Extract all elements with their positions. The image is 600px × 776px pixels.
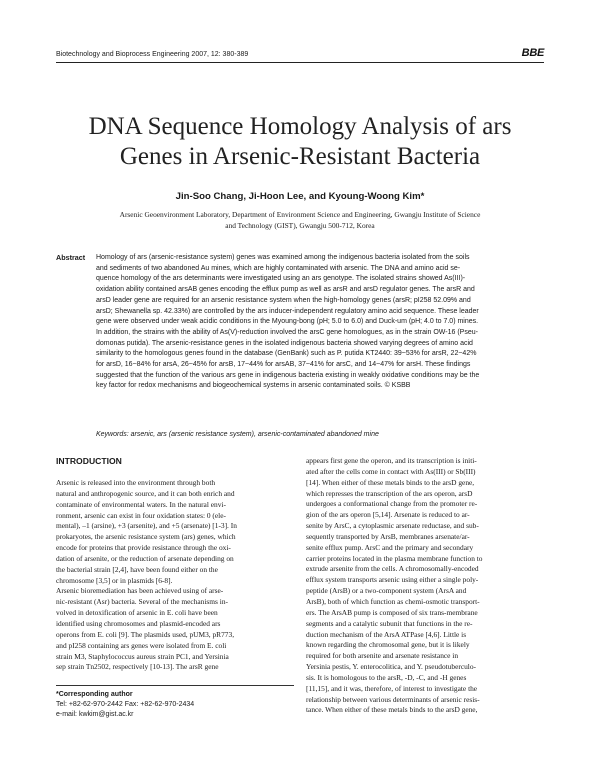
body-line: identified using chromosomes and plasmid-encoded ars <box>56 618 221 628</box>
body-line: Arsenic bioremediation has been achieved using of arse- <box>56 586 224 596</box>
body-line: mental), –1 (arsine), +3 (arsenite), and +5 (arsenate) [1-3]. In <box>56 521 237 531</box>
body-line: the bacterial strain [2,4], have been found either on the <box>56 564 218 574</box>
body-line: [14]. When either of these metals binds to the arsD gene, <box>306 477 475 487</box>
abstract-line: suggested that the function of the various ars gene in indigenous bacteria existing in weakly oxidative conditions may be the <box>96 371 480 379</box>
body-line: chromosome [3,5] or in plasmids [6-8]. <box>56 575 173 585</box>
body-line: encode for proteins that provide resistance through the oxi- <box>56 543 231 553</box>
abstract-line: domonas putida). The arsenic-resistance genes in the isolated indigenous bacteria showed varying degrees of amino acid <box>96 339 473 347</box>
abstract-line: gene were observed under weak acidic conditions in the Myoung-bong (pH; 5.0 to 6.0) and Duck-um (pH; 4.0 to 7.0) mines. <box>96 318 479 326</box>
body-line: nic-resistant (Asr) bacteria. Several of the mechanisms in- <box>56 597 228 607</box>
abstract-line: arsD; Shewanella sp. 42.33%) are controlled by the ars inducer-independent regulatory amino acid sequence. These leader <box>96 307 479 315</box>
abstract-line: similarity to the homologous genes found in the database (GenBank) such as P. putida KT2440: 39~53% for arsR, 22~42% <box>96 350 477 358</box>
abstract-line: Homology of ars (arsenic-resistance system) genes was examined among the indigenous bacteria isolated from the soils <box>96 254 470 261</box>
body-line: ers. The ArsAB pump is composed of six trans-membrane <box>306 607 478 617</box>
body-line: segments and a catalytic subunit that functions in the re- <box>306 618 473 628</box>
body-line: known regarding the chromosomal gene, but it is likely <box>306 640 470 650</box>
abstract-line: oxidation ability contained arsAB genes encoding the efflux pump as well as arsR and arsD regulator genes. The arsR and <box>96 286 475 294</box>
body-line: carrier proteins located in the plasma membrane function to <box>306 553 483 563</box>
body-line: extrude arsenite from the cells. A chromosomally-encoded <box>306 564 479 574</box>
corresponding-email[interactable]: e-mail: kwkim@gist.ac.kr <box>56 711 134 718</box>
footnote-rule <box>56 685 294 686</box>
body-line: natural and anthropogenic source, and it can both enrich and <box>56 488 235 498</box>
abstract-line: key factor for redox mechanisms and biogeochemical systems in arsenic contaminated soils. © KSBB <box>96 382 411 390</box>
affiliation-line-1: Arsenic Geoenvironment Laboratory, Department of Environment Science and Engineering, Gwangju Institute of Science <box>119 210 481 219</box>
body-line: undergoes a conformational change from the promoter re- <box>306 499 478 509</box>
abstract-line: for arsD, 16~84% for arsA, 26~45% for arsB, 17~44% for arsAB, 37~41% for arsC, and 14~47% for arsH. These findings <box>96 361 471 369</box>
body-line: peptide (ArsB) or a two-component system (ArsA and <box>306 586 467 596</box>
body-line: operons from E. coli [9]. The plasmids used, pUM3, pR773, <box>56 629 235 639</box>
corresponding-author <box>56 690 194 720</box>
body-line: sep strain Tn2502, respectively [10-13]. The arsR gene <box>56 662 219 672</box>
abstract-line: quence homology of the ars determinants were investigated using an ars genotype. The isolated strains showed As(III)- <box>96 275 466 283</box>
body-line: tance. When either of these metals binds to the arsD gene, <box>306 705 478 715</box>
body-line: [11,15], and it was, therefore, of interest to investigate the <box>306 683 478 693</box>
body-line: ArsB), both of which function as chemi-osmotic transport- <box>306 596 480 606</box>
section-heading-introduction: INTRODUCTION <box>56 456 122 466</box>
body-line: strain M3, Staphylococcus aureus strain PC1, and Yersinia <box>56 651 229 661</box>
body-line: ated after the cells come in contact with As(III) or Sb(III) <box>306 466 476 476</box>
abstract-line: arsD leader gene are required for an arsenic resistance system when the high-homology genes (arsR; pI258 52.09% and <box>96 296 471 304</box>
title-line-2: Genes in Arsenic-Resistant Bacteria <box>119 143 481 170</box>
body-line: relationship between various determinants of arsenic resis- <box>306 694 480 704</box>
body-line: ronment, arsenic can exist in four oxidation states: 0 (ele- <box>56 510 226 520</box>
header-rule <box>56 62 544 63</box>
affiliation-line-2: and Technology (GIST), Gwangju 500-712, Korea <box>225 221 375 230</box>
body-line: and pI258 containing ars genes were isolated from E. coli <box>56 640 227 650</box>
abstract-label: Abstract <box>56 253 86 262</box>
body-line: senite by ArsC, a cytoplasmic arsenate reductase, and sub- <box>306 521 479 531</box>
body-line: appears first gene the operon, and its transcription is initi- <box>306 456 477 465</box>
body-line: volved in detoxification of arsenic in E. coli have been <box>56 608 218 618</box>
paper-title <box>56 112 544 172</box>
abstract-line: In addition, the strains with the ability of As(V)-reduction involved the arsC gene homologues, as in the strain OW-16 (Pseu- <box>96 328 478 336</box>
body-line: contaminate of environmental waters. In the natural envi- <box>56 499 226 509</box>
body-line: senite efflux pump. ArsC and the primary and secondary <box>306 542 474 552</box>
body-line: Yersinia pestis, Y. enterocolitica, and Y. pseudotuberculo- <box>306 662 477 672</box>
title-line-1: DNA Sequence Homology Analysis of ars <box>88 113 512 140</box>
body-line: efflux system transports arsenic using either a single poly- <box>306 575 479 585</box>
body-line: gion of the ars operon [5,14]. Arsenate is reduced to ar- <box>306 510 470 520</box>
body-line: Arsenic is released into the environment through both <box>56 478 216 487</box>
keywords: Keywords: arsenic, ars (arsenic resistance system), arsenic-contaminated abandoned mine <box>96 431 379 438</box>
body-line: prokaryotes, the arsenic resistance system (ars) genes, which <box>56 532 236 542</box>
intro-column-right <box>306 456 544 716</box>
author-list: Jin-Soo Chang, Ji-Hoon Lee, and Kyoung-Woong Kim* <box>175 191 425 202</box>
body-line: sequently transported by ArsB, membranes arsenate/ar- <box>306 531 470 541</box>
abstract-line: and sediments of two abandoned Au mines, which are highly contaminated with arsenic. The DNA and amino acid se- <box>96 264 461 272</box>
body-line: which represses the transcription of the ars operon, arsD <box>306 488 473 498</box>
body-line: required for both arsenite and arsenate resistance in <box>306 651 459 661</box>
journal-citation: Biotechnology and Bioprocess Engineering 2007, 12: 380-389 <box>56 51 249 58</box>
corresponding-heading: *Corresponding author <box>56 691 133 698</box>
body-line: duction mechanism of the ArsA ATPase [4,6]. Little is <box>306 629 467 639</box>
affiliation <box>60 209 540 231</box>
body-line: sis. It is homologous to the arsR, -D, -C, and -H genes <box>306 672 467 682</box>
abstract-body <box>96 253 544 392</box>
journal-logo: BBE <box>521 47 544 59</box>
body-line: dation of arsenite, or the reduction of arsenate depending on <box>56 553 234 563</box>
intro-column-left <box>56 478 294 673</box>
corresponding-phone: Tel: +82-62-970-2442 Fax: +82-62-970-2434 <box>56 701 195 708</box>
